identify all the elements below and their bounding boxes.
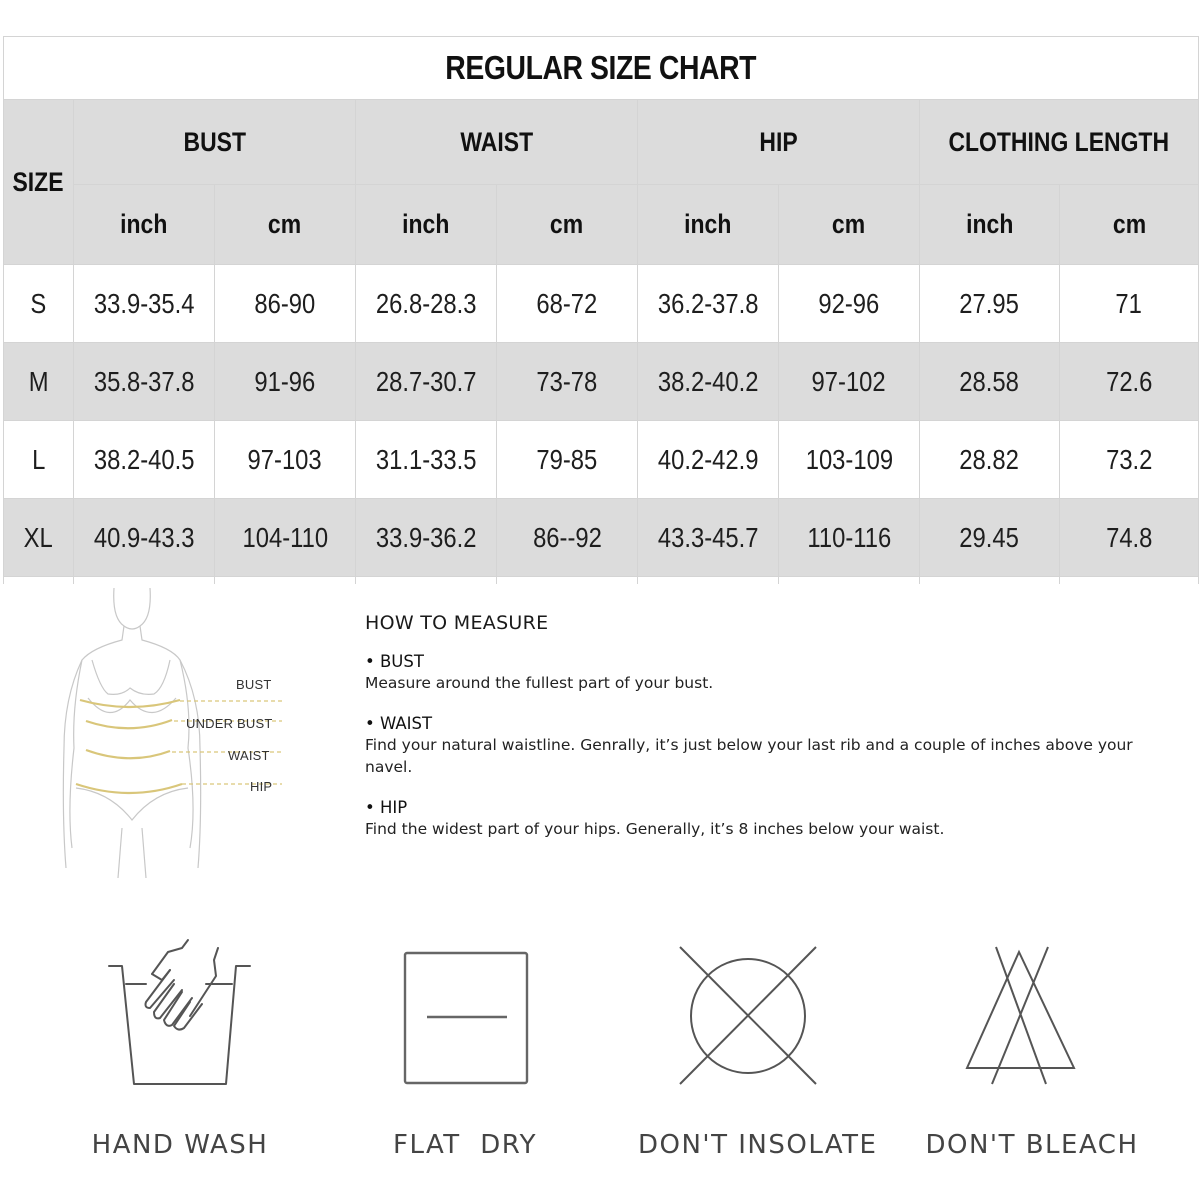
stub-cell [4,577,74,585]
measure-item-title: • WAIST [365,714,433,733]
table-cell: 86-90 [215,265,356,343]
table-title-row [4,37,1199,100]
table-cell: 38.2-40.5 [74,421,215,499]
table-cell: 40.9-43.3 [74,499,215,577]
care-label: DON'T INSOLATE [638,1130,878,1160]
care-label: DON'T BLEACH [925,1130,1139,1160]
table-cell: 97-103 [215,421,356,499]
group-header-hip: HIP [638,100,920,185]
table-row-xl [4,499,1199,577]
care-instructions [0,930,1200,1180]
unit-header: inch [920,185,1060,265]
stub-cell [74,577,215,585]
stub-cell [638,577,779,585]
body-measurement-figure [52,588,302,878]
measure-item-bust [365,652,1155,694]
measure-item-title: • BUST [365,652,424,671]
size-cell: S [4,265,74,343]
stub-cell [356,577,497,585]
table-cell: 72.6 [1060,343,1199,421]
table-cell: 73-78 [497,343,638,421]
how-to-measure-section [365,612,1155,860]
size-cell: L [4,421,74,499]
table-cell: 103-109 [779,421,920,499]
stub-cell [215,577,356,585]
do-not-bleach-icon [922,930,1142,1110]
table-cell: 28.7-30.7 [356,343,497,421]
hand-wash-icon [70,930,290,1110]
table-title: REGULAR SIZE CHART [4,37,1199,100]
table-cell: 71 [1060,265,1199,343]
unit-header: inch [638,185,779,265]
table-cell: 27.95 [920,265,1060,343]
group-header-bust: BUST [74,100,356,185]
table-cell: 31.1-33.5 [356,421,497,499]
body-silhouette-icon [52,588,302,878]
table-cell: 28.58 [920,343,1060,421]
unit-header: cm [779,185,920,265]
table-row-m [4,343,1199,421]
group-header-clothing-length: CLOTHING LENGTH [920,100,1199,185]
group-header-waist: WAIST [356,100,638,185]
measure-item-waist [365,714,1155,778]
stub-cell [1060,577,1199,585]
figure-label-hip: HIP [250,779,273,794]
care-item-flat-dry [355,930,575,1180]
stub-cell [779,577,920,585]
table-cell: 73.2 [1060,421,1199,499]
unit-header: inch [74,185,215,265]
table-stub-row [4,577,1199,585]
care-item-hand-wash [70,930,290,1180]
unit-header: cm [1060,185,1199,265]
measure-item-hip [365,798,1155,840]
table-cell: 91-96 [215,343,356,421]
table-cell: 33.9-35.4 [74,265,215,343]
table-cell: 29.45 [920,499,1060,577]
table-cell: 74.8 [1060,499,1199,577]
measure-item-title: • HIP [365,798,408,817]
measure-item-description: Measure around the fullest part of your bust. [365,674,714,692]
size-chart-table [3,36,1199,584]
measure-item-description: Find the widest part of your hips. Generally, it’s 8 inches below your waist. [365,820,945,838]
group-header-row [4,100,1199,185]
table-cell: 35.8-37.8 [74,343,215,421]
table-cell: 33.9-36.2 [356,499,497,577]
size-cell: XL [4,499,74,577]
measure-item-description: Find your natural waistline. Genrally, it’s just below your last rib and a couple of inches above your navel. [365,736,1133,776]
table-cell: 68-72 [497,265,638,343]
size-column-header: SIZE [4,100,74,265]
table-cell: 38.2-40.2 [638,343,779,421]
unit-header: inch [356,185,497,265]
care-item-dont-insolate [638,930,878,1180]
unit-header: cm [497,185,638,265]
size-cell: M [4,343,74,421]
table-cell: 40.2-42.9 [638,421,779,499]
table-cell: 79-85 [497,421,638,499]
how-to-measure-heading: HOW TO MEASURE [365,612,549,634]
table-cell: 92-96 [779,265,920,343]
figure-label-bust: BUST [236,677,272,692]
stub-cell [920,577,1060,585]
unit-header: cm [215,185,356,265]
table-cell: 43.3-45.7 [638,499,779,577]
table-cell: 97-102 [779,343,920,421]
figure-label-under-bust: UNDER BUST [186,716,273,731]
table-cell: 104-110 [215,499,356,577]
table-cell: 26.8-28.3 [356,265,497,343]
do-not-tumble-dry-icon [638,930,858,1110]
table-row-l [4,421,1199,499]
unit-header-row [4,185,1199,265]
stub-cell [497,577,638,585]
table-row-s [4,265,1199,343]
flat-dry-icon [355,930,575,1110]
figure-label-waist: WAIST [228,748,270,763]
table-cell: 36.2-37.8 [638,265,779,343]
care-label: FLAT DRY [392,1130,538,1160]
care-item-dont-bleach [922,930,1142,1180]
table-cell: 28.82 [920,421,1060,499]
table-cell: 86--92 [497,499,638,577]
care-label: HAND WASH [91,1130,269,1160]
table-cell: 110-116 [779,499,920,577]
